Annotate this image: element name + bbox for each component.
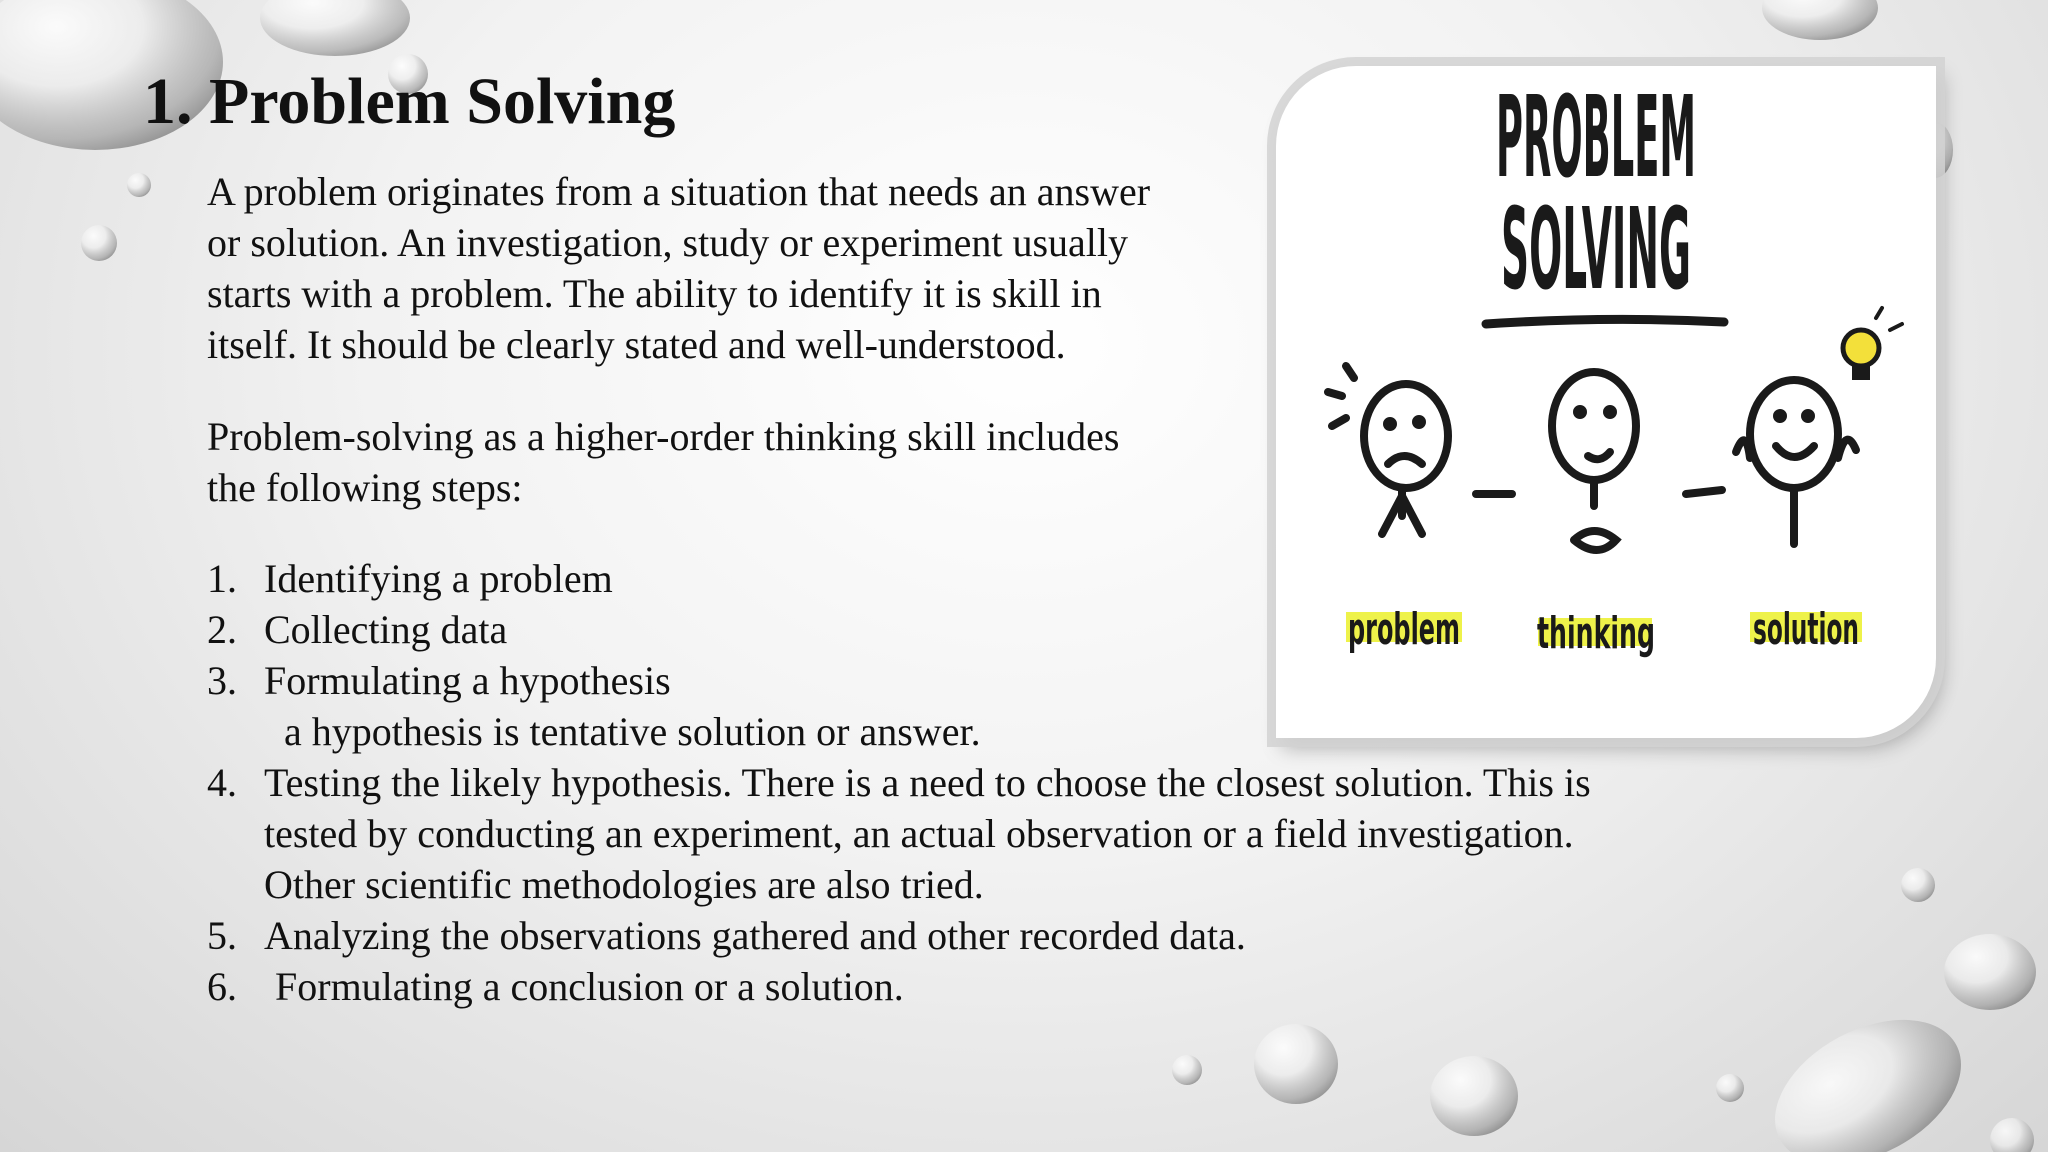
illustration-label: thinking — [1537, 608, 1655, 659]
steps-intro-line: the following steps: — [207, 465, 523, 510]
connector-dash — [1686, 490, 1722, 494]
step-text: Formulating a hypothesis — [264, 658, 671, 703]
happy-face-icon — [1736, 380, 1856, 544]
slide-title: 1. Problem Solving — [143, 65, 676, 138]
step-number: 6. — [207, 964, 237, 1009]
step-text: Analyzing the observations gathered and other recorded data. — [264, 913, 1246, 958]
step-text: Formulating a conclusion or a solution. — [275, 964, 904, 1009]
intro-line: itself. It should be clearly stated and well-understood. — [207, 322, 1066, 367]
sad-face-icon — [1328, 366, 1448, 534]
problem-solving-illustration — [1276, 66, 1936, 738]
step-text: Testing the likely hypothesis. There is a need to choose the closest solution. This is — [264, 760, 1591, 805]
illustration-canvas — [1276, 66, 1936, 738]
step-number: 2. — [207, 607, 237, 652]
step-continuation: tested by conducting an experiment, an actual observation or a field investigation. — [264, 811, 1574, 856]
step-text: Collecting data — [264, 607, 508, 652]
intro-line: starts with a problem. The ability to identify it is skill in — [207, 271, 1102, 316]
step-number: 5. — [207, 913, 237, 958]
steps-intro-line: Problem-solving as a higher-order thinking skill includes — [207, 414, 1120, 459]
heading-underline — [1486, 319, 1724, 324]
illustration-label: problem — [1348, 604, 1460, 655]
list-item — [207, 910, 1591, 961]
illustration-label: solution — [1753, 604, 1859, 655]
intro-line: A problem originates from a situation that needs an answer — [207, 169, 1151, 214]
thinking-face-icon — [1552, 372, 1636, 550]
lightbulb-icon — [1843, 308, 1902, 380]
step-continuation: Other scientific methodologies are also tried. — [264, 862, 984, 907]
step-number: 3. — [207, 658, 237, 703]
illustration-heading-line2: SOLVING — [1501, 185, 1691, 315]
list-item — [207, 961, 1591, 1012]
step-text: Identifying a problem — [264, 556, 613, 601]
step-number: 4. — [207, 760, 237, 805]
step-subnote: a hypothesis is tentative solution or answer. — [284, 709, 981, 754]
intro-line: or solution. An investigation, study or experiment usually — [207, 220, 1129, 265]
illustration-heading-line1: PROBLEM — [1496, 73, 1696, 203]
list-item — [207, 757, 1591, 910]
steps-intro-paragraph — [207, 411, 1247, 513]
step-number: 1. — [207, 556, 237, 601]
intro-paragraph — [207, 166, 1247, 370]
